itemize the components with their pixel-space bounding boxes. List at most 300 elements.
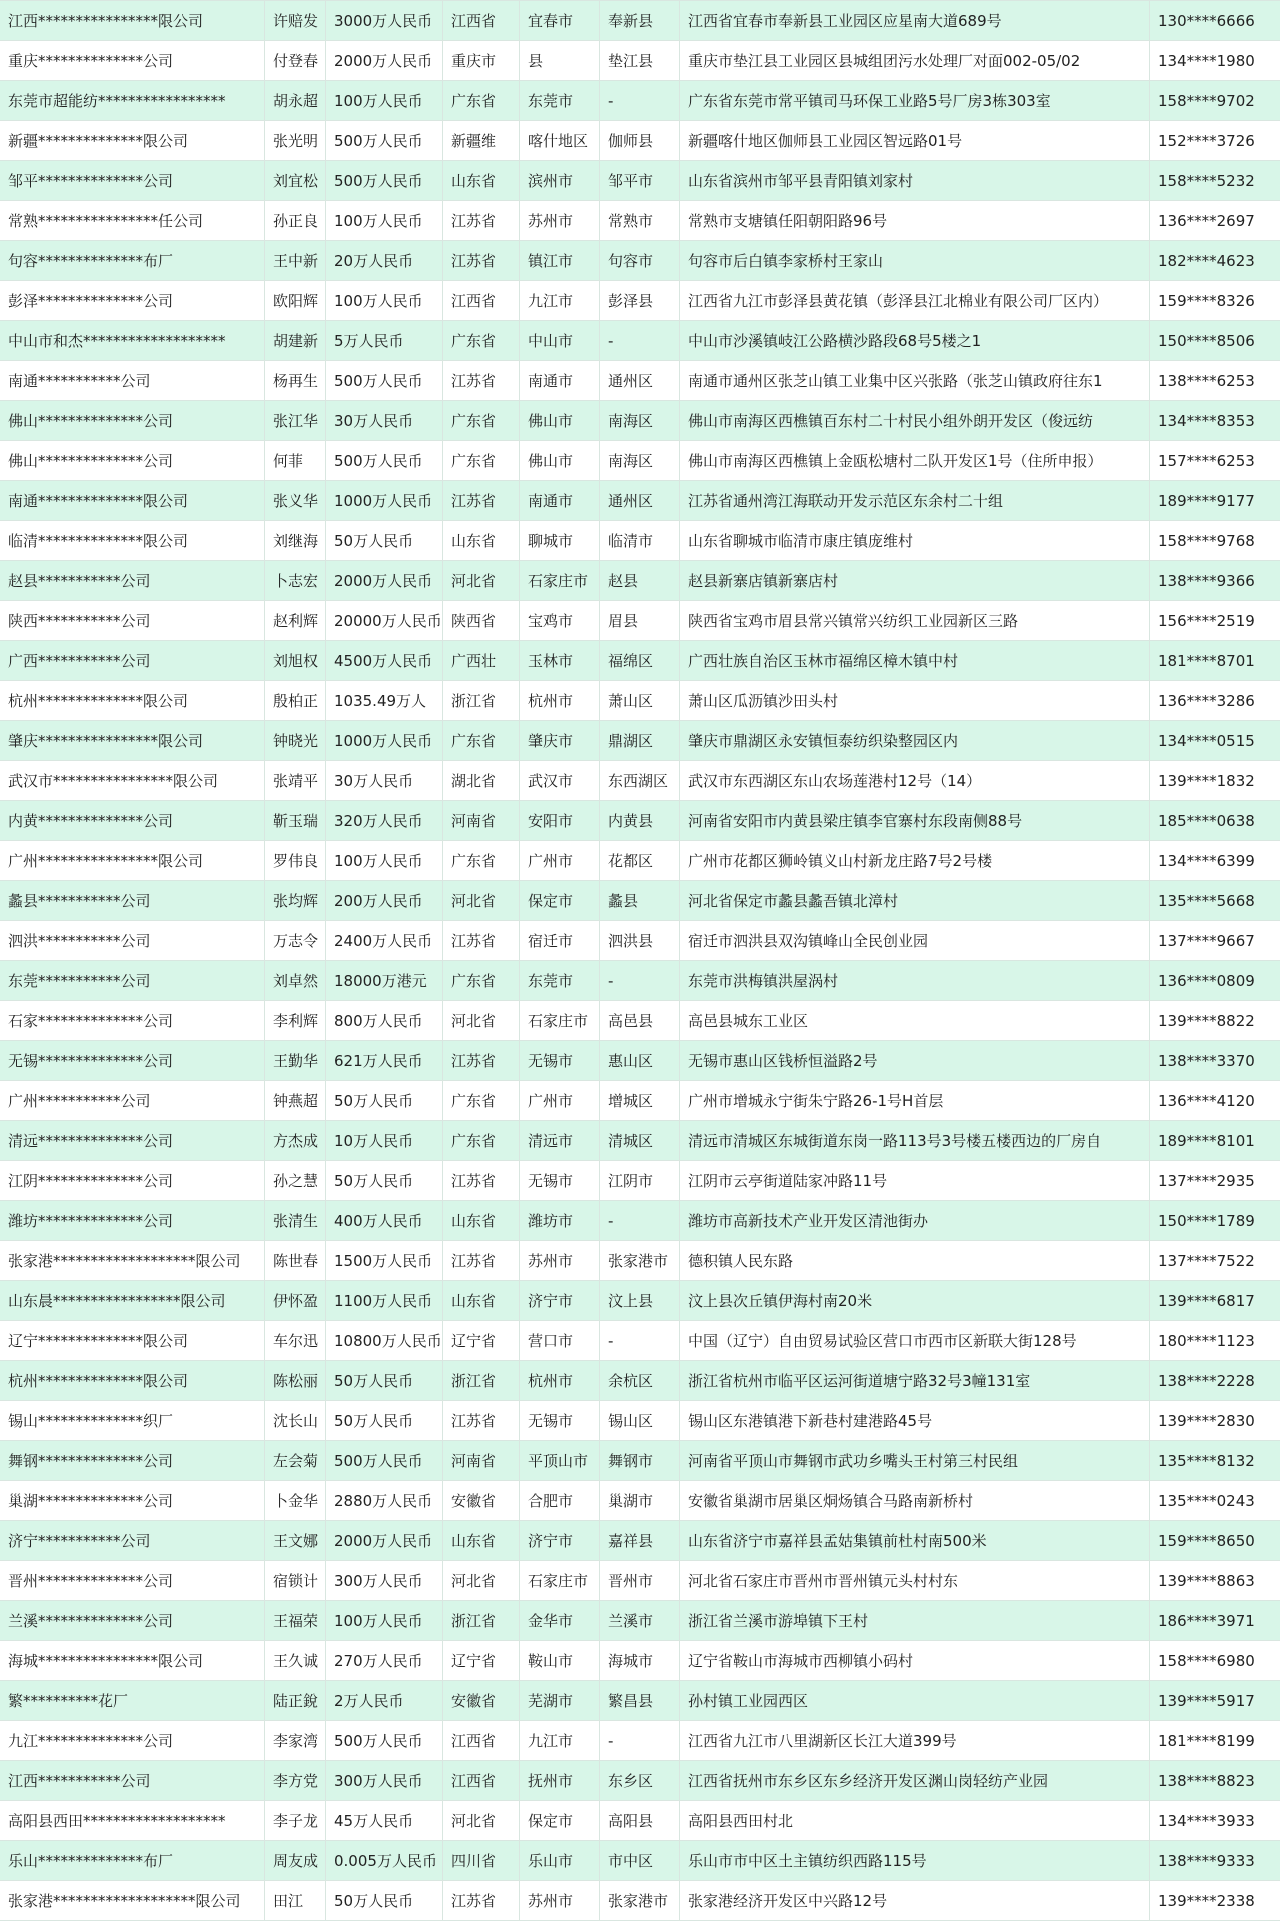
table-row: [0, 561, 1280, 601]
address-cell: 重庆市垫江县工业园区县城组团污水处理厂对面002-05/02: [680, 41, 1150, 80]
phone-cell: 134****3933: [1158, 1811, 1255, 1830]
province-cell: 山东省: [443, 521, 520, 560]
table-row: [0, 1121, 1280, 1161]
legal-rep-cell: 张靖平: [265, 761, 326, 800]
table-row: [0, 441, 1280, 481]
legal-rep-cell: 何菲: [265, 441, 326, 480]
legal-rep-cell: 刘旭权: [265, 641, 326, 680]
company-name-cell: 彭泽**************公司: [0, 281, 265, 320]
district-cell: 句容市: [600, 241, 680, 280]
legal-rep-cell: 王福荣: [265, 1601, 326, 1640]
legal-rep-cell: 卜金华: [265, 1481, 326, 1520]
company-name-cell: 佛山**************公司: [0, 441, 265, 480]
legal-rep-cell: 赵利辉: [265, 601, 326, 640]
city-cell: 广州市: [520, 841, 600, 880]
address-cell: 德积镇人民东路: [680, 1241, 1150, 1280]
phone-cell: 136****0809: [1158, 971, 1255, 990]
province-cell: 河南省: [443, 1441, 520, 1480]
phone-cell: 134****0515: [1158, 731, 1255, 750]
city-cell: 宿迁市: [520, 921, 600, 960]
registered-capital-cell: 2880万人民币: [326, 1481, 443, 1520]
city-cell: 石家庄市: [520, 1561, 600, 1600]
company-name-cell: 重庆**************公司: [0, 41, 265, 80]
registered-capital-cell: 1000万人民币: [326, 481, 443, 520]
province-cell: 广东省: [443, 441, 520, 480]
district-cell: -: [600, 321, 680, 360]
district-cell: -: [600, 1201, 680, 1240]
district-cell: 余杭区: [600, 1361, 680, 1400]
phone-cell: 182****4623: [1158, 251, 1255, 270]
legal-rep-cell: 方杰成: [265, 1121, 326, 1160]
registered-capital-cell: 50万人民币: [326, 1881, 443, 1920]
phone-cell: 139****6817: [1158, 1291, 1255, 1310]
province-cell: 山东省: [443, 1521, 520, 1560]
province-cell: 河北省: [443, 1801, 520, 1840]
city-cell: 九江市: [520, 281, 600, 320]
table-row: [0, 1441, 1280, 1481]
district-cell: 晋州市: [600, 1561, 680, 1600]
city-cell: 佛山市: [520, 441, 600, 480]
district-cell: 高邑县: [600, 1001, 680, 1040]
table-row: [0, 1681, 1280, 1721]
company-name-cell: 清远**************公司: [0, 1121, 265, 1160]
address-cell: 山东省济宁市嘉祥县孟姑集镇前杜村南500米: [680, 1521, 1150, 1560]
address-cell: 辽宁省鞍山市海城市西柳镇小码村: [680, 1641, 1150, 1680]
province-cell: 江苏省: [443, 361, 520, 400]
phone-cell: 137****2935: [1158, 1171, 1255, 1190]
company-name-cell: 兰溪**************公司: [0, 1601, 265, 1640]
district-cell: 邹平市: [600, 161, 680, 200]
city-cell: 鞍山市: [520, 1641, 600, 1680]
city-cell: 东莞市: [520, 81, 600, 120]
phone-cell: 138****3370: [1158, 1051, 1255, 1070]
city-cell: 保定市: [520, 1801, 600, 1840]
province-cell: 浙江省: [443, 1601, 520, 1640]
district-cell: -: [600, 961, 680, 1000]
legal-rep-cell: 张江华: [265, 401, 326, 440]
company-name-cell: 辽宁**************限公司: [0, 1321, 265, 1360]
address-cell: 句容市后白镇李家桥村王家山: [680, 241, 1150, 280]
city-cell: 金华市: [520, 1601, 600, 1640]
city-cell: 平顶山市: [520, 1441, 600, 1480]
address-cell: 江西省抚州市东乡区东乡经济开发区渊山岗轻纺产业园: [680, 1761, 1150, 1800]
table-row: [0, 1161, 1280, 1201]
registered-capital-cell: 10万人民币: [326, 1121, 443, 1160]
registered-capital-cell: 500万人民币: [326, 1441, 443, 1480]
phone-cell: 150****1789: [1158, 1211, 1255, 1230]
company-name-cell: 无锡**************公司: [0, 1041, 265, 1080]
district-cell: 江阴市: [600, 1161, 680, 1200]
legal-rep-cell: 万志令: [265, 921, 326, 960]
registered-capital-cell: 320万人民币: [326, 801, 443, 840]
table-row: [0, 801, 1280, 841]
city-cell: 杭州市: [520, 1361, 600, 1400]
district-cell: 惠山区: [600, 1041, 680, 1080]
company-name-cell: 武汉市****************限公司: [0, 761, 265, 800]
district-cell: 南海区: [600, 441, 680, 480]
address-cell: 锡山区东港镇港下新巷村建港路45号: [680, 1401, 1150, 1440]
registered-capital-cell: 2400万人民币: [326, 921, 443, 960]
province-cell: 广东省: [443, 1081, 520, 1120]
address-cell: 河南省平顶山市舞钢市武功乡嘴头王村第三村民组: [680, 1441, 1150, 1480]
address-cell: 佛山市南海区西樵镇百东村二十村民小组外朗开发区（俊远纺: [680, 401, 1150, 440]
legal-rep-cell: 李方党: [265, 1761, 326, 1800]
district-cell: -: [600, 81, 680, 120]
legal-rep-cell: 刘卓然: [265, 961, 326, 1000]
table-row: [0, 241, 1280, 281]
table-row: [0, 841, 1280, 881]
city-cell: 喀什地区: [520, 121, 600, 160]
address-cell: 江苏省通州湾江海联动开发示范区东余村二十组: [680, 481, 1150, 520]
registered-capital-cell: 500万人民币: [326, 121, 443, 160]
legal-rep-cell: 伊怀盈: [265, 1281, 326, 1320]
registered-capital-cell: 100万人民币: [326, 841, 443, 880]
province-cell: 辽宁省: [443, 1321, 520, 1360]
company-name-cell: 江西****************限公司: [0, 1, 265, 40]
legal-rep-cell: 靳玉瑞: [265, 801, 326, 840]
province-cell: 江西省: [443, 1761, 520, 1800]
address-cell: 新疆喀什地区伽师县工业园区智远路01号: [680, 121, 1150, 160]
address-cell: 广州市花都区狮岭镇义山村新龙庄路7号2号楼: [680, 841, 1150, 880]
company-name-cell: 海城****************限公司: [0, 1641, 265, 1680]
province-cell: 江西省: [443, 281, 520, 320]
province-cell: 广东省: [443, 841, 520, 880]
province-cell: 江苏省: [443, 481, 520, 520]
province-cell: 江苏省: [443, 1401, 520, 1440]
registered-capital-cell: 300万人民币: [326, 1561, 443, 1600]
table-row: [0, 201, 1280, 241]
registered-capital-cell: 2000万人民币: [326, 1521, 443, 1560]
address-cell: 乐山市市中区土主镇纺织西路115号: [680, 1841, 1150, 1880]
legal-rep-cell: 李家湾: [265, 1721, 326, 1760]
city-cell: 无锡市: [520, 1161, 600, 1200]
phone-cell: 138****9366: [1158, 571, 1255, 590]
city-cell: 杭州市: [520, 681, 600, 720]
table-row: [0, 1881, 1280, 1921]
province-cell: 四川省: [443, 1841, 520, 1880]
table-row: [0, 281, 1280, 321]
company-name-cell: 广西***********公司: [0, 641, 265, 680]
district-cell: 鼎湖区: [600, 721, 680, 760]
phone-cell: 139****8822: [1158, 1011, 1255, 1030]
table-row: [0, 881, 1280, 921]
registered-capital-cell: 10800万人民币: [326, 1321, 443, 1360]
company-name-cell: 石家**************公司: [0, 1001, 265, 1040]
legal-rep-cell: 李利辉: [265, 1001, 326, 1040]
district-cell: 垫江县: [600, 41, 680, 80]
district-cell: 繁昌县: [600, 1681, 680, 1720]
address-cell: 南通市通州区张芝山镇工业集中区兴张路（张芝山镇政府往东1: [680, 361, 1150, 400]
district-cell: 张家港市: [600, 1241, 680, 1280]
registered-capital-cell: 2000万人民币: [326, 41, 443, 80]
legal-rep-cell: 李子龙: [265, 1801, 326, 1840]
phone-cell: 137****7522: [1158, 1251, 1255, 1270]
province-cell: 河北省: [443, 881, 520, 920]
phone-cell: 134****8353: [1158, 411, 1255, 430]
legal-rep-cell: 张义华: [265, 481, 326, 520]
district-cell: 嘉祥县: [600, 1521, 680, 1560]
company-name-cell: 内黄**************公司: [0, 801, 265, 840]
table-row: [0, 1081, 1280, 1121]
company-name-cell: 临清**************限公司: [0, 521, 265, 560]
table-row: [0, 1, 1280, 41]
phone-cell: 138****8823: [1158, 1771, 1255, 1790]
table-row: [0, 1361, 1280, 1401]
address-cell: 潍坊市高新技术产业开发区清池街办: [680, 1201, 1150, 1240]
legal-rep-cell: 卜志宏: [265, 561, 326, 600]
legal-rep-cell: 孙正良: [265, 201, 326, 240]
address-cell: 赵县新寨店镇新寨店村: [680, 561, 1150, 600]
address-cell: 萧山区瓜沥镇沙田头村: [680, 681, 1150, 720]
table-row: [0, 1001, 1280, 1041]
address-cell: 浙江省兰溪市游埠镇下王村: [680, 1601, 1150, 1640]
province-cell: 河北省: [443, 1561, 520, 1600]
legal-rep-cell: 王勤华: [265, 1041, 326, 1080]
table-row: [0, 401, 1280, 441]
phone-cell: 158****5232: [1158, 171, 1255, 190]
table-row: [0, 1481, 1280, 1521]
province-cell: 江苏省: [443, 1881, 520, 1920]
address-cell: 武汉市东西湖区东山农场莲港村12号（14）: [680, 761, 1150, 800]
province-cell: 浙江省: [443, 681, 520, 720]
company-name-cell: 江西***********公司: [0, 1761, 265, 1800]
registered-capital-cell: 200万人民币: [326, 881, 443, 920]
company-name-cell: 泗洪***********公司: [0, 921, 265, 960]
province-cell: 河北省: [443, 1001, 520, 1040]
phone-cell: 159****8650: [1158, 1531, 1255, 1550]
company-name-cell: 杭州**************限公司: [0, 1361, 265, 1400]
address-cell: 广东省东莞市常平镇司马环保工业路5号厂房3栋303室: [680, 81, 1150, 120]
table-row: [0, 81, 1280, 121]
legal-rep-cell: 车尔迅: [265, 1321, 326, 1360]
address-cell: 东莞市洪梅镇洪屋涡村: [680, 961, 1150, 1000]
address-cell: 广州市增城永宁街朱宁路26-1号H首层: [680, 1081, 1150, 1120]
registered-capital-cell: 2万人民币: [326, 1681, 443, 1720]
district-cell: 通州区: [600, 361, 680, 400]
city-cell: 广州市: [520, 1081, 600, 1120]
legal-rep-cell: 陈松丽: [265, 1361, 326, 1400]
table-row: [0, 601, 1280, 641]
company-name-cell: 肇庆****************限公司: [0, 721, 265, 760]
table-row: [0, 1601, 1280, 1641]
province-cell: 广西壮: [443, 641, 520, 680]
phone-cell: 158****9768: [1158, 531, 1255, 550]
district-cell: 赵县: [600, 561, 680, 600]
province-cell: 湖北省: [443, 761, 520, 800]
legal-rep-cell: 张清生: [265, 1201, 326, 1240]
registered-capital-cell: 500万人民币: [326, 161, 443, 200]
phone-cell: 139****2830: [1158, 1411, 1255, 1430]
registered-capital-cell: 0.005万人民币: [326, 1841, 443, 1880]
district-cell: 兰溪市: [600, 1601, 680, 1640]
company-name-cell: 蠡县***********公司: [0, 881, 265, 920]
registered-capital-cell: 1100万人民币: [326, 1281, 443, 1320]
phone-cell: 181****8701: [1158, 651, 1255, 670]
district-cell: 常熟市: [600, 201, 680, 240]
city-cell: 玉林市: [520, 641, 600, 680]
city-cell: 无锡市: [520, 1401, 600, 1440]
address-cell: 江西省九江市彭泽县黄花镇（彭泽县江北棉业有限公司厂区内）: [680, 281, 1150, 320]
address-cell: 山东省聊城市临清市康庄镇庞维村: [680, 521, 1150, 560]
phone-cell: 130****6666: [1158, 11, 1255, 30]
registered-capital-cell: 100万人民币: [326, 1601, 443, 1640]
district-cell: 福绵区: [600, 641, 680, 680]
company-name-cell: 巢湖**************公司: [0, 1481, 265, 1520]
phone-cell: 138****9333: [1158, 1851, 1255, 1870]
table-row: [0, 161, 1280, 201]
registered-capital-cell: 2000万人民币: [326, 561, 443, 600]
city-cell: 保定市: [520, 881, 600, 920]
province-cell: 江苏省: [443, 921, 520, 960]
legal-rep-cell: 沈长山: [265, 1401, 326, 1440]
address-cell: 江西省宜春市奉新县工业园区应星南大道689号: [680, 1, 1150, 40]
city-cell: 滨州市: [520, 161, 600, 200]
phone-cell: 136****3286: [1158, 691, 1255, 710]
company-name-cell: 晋州**************公司: [0, 1561, 265, 1600]
phone-cell: 134****6399: [1158, 851, 1255, 870]
registered-capital-cell: 3000万人民币: [326, 1, 443, 40]
registered-capital-cell: 100万人民币: [326, 201, 443, 240]
registered-capital-cell: 500万人民币: [326, 361, 443, 400]
registered-capital-cell: 30万人民币: [326, 761, 443, 800]
address-cell: 中山市沙溪镇岐江公路横沙路段68号5楼之1: [680, 321, 1150, 360]
province-cell: 安徽省: [443, 1481, 520, 1520]
district-cell: 蠡县: [600, 881, 680, 920]
district-cell: 清城区: [600, 1121, 680, 1160]
legal-rep-cell: 胡建新: [265, 321, 326, 360]
phone-cell: 152****3726: [1158, 131, 1255, 150]
address-cell: 江阴市云亭街道陆家冲路11号: [680, 1161, 1150, 1200]
district-cell: 临清市: [600, 521, 680, 560]
city-cell: 营口市: [520, 1321, 600, 1360]
city-cell: 安阳市: [520, 801, 600, 840]
phone-cell: 181****8199: [1158, 1731, 1255, 1750]
address-cell: 孙村镇工业园西区: [680, 1681, 1150, 1720]
registered-capital-cell: 5万人民币: [326, 321, 443, 360]
city-cell: 东莞市: [520, 961, 600, 1000]
city-cell: 佛山市: [520, 401, 600, 440]
registered-capital-cell: 1500万人民币: [326, 1241, 443, 1280]
district-cell: 锡山区: [600, 1401, 680, 1440]
company-name-cell: 锡山**************织厂: [0, 1401, 265, 1440]
table-row: [0, 481, 1280, 521]
phone-cell: 186****3971: [1158, 1611, 1255, 1630]
legal-rep-cell: 张均辉: [265, 881, 326, 920]
company-name-cell: 南通**************限公司: [0, 481, 265, 520]
table-row: [0, 1321, 1280, 1361]
company-name-cell: 高阳县西田*******************: [0, 1801, 265, 1840]
company-name-cell: 杭州**************限公司: [0, 681, 265, 720]
city-cell: 抚州市: [520, 1761, 600, 1800]
table-row: [0, 1721, 1280, 1761]
province-cell: 山东省: [443, 161, 520, 200]
legal-rep-cell: 宿锁计: [265, 1561, 326, 1600]
address-cell: 高邑县城东工业区: [680, 1001, 1150, 1040]
table-row: [0, 1521, 1280, 1561]
registered-capital-cell: 50万人民币: [326, 1361, 443, 1400]
registered-capital-cell: 50万人民币: [326, 1161, 443, 1200]
address-cell: 宿迁市泗洪县双沟镇峰山全民创业园: [680, 921, 1150, 960]
table-row: [0, 41, 1280, 81]
phone-cell: 185****0638: [1158, 811, 1255, 830]
province-cell: 浙江省: [443, 1361, 520, 1400]
city-cell: 肇庆市: [520, 721, 600, 760]
address-cell: 安徽省巢湖市居巢区烔炀镇合马路南新桥村: [680, 1481, 1150, 1520]
company-name-cell: 赵县***********公司: [0, 561, 265, 600]
phone-cell: 180****1123: [1158, 1331, 1255, 1350]
table-row: [0, 521, 1280, 561]
district-cell: 内黄县: [600, 801, 680, 840]
address-cell: 高阳县西田村北: [680, 1801, 1150, 1840]
address-cell: 河北省保定市蠡县蠡吾镇北漳村: [680, 881, 1150, 920]
district-cell: 花都区: [600, 841, 680, 880]
company-name-cell: 山东晨*****************限公司: [0, 1281, 265, 1320]
company-name-cell: 陕西***********公司: [0, 601, 265, 640]
city-cell: 济宁市: [520, 1521, 600, 1560]
address-cell: 河南省安阳市内黄县梁庄镇李官寨村东段南侧88号: [680, 801, 1150, 840]
table-row: [0, 1561, 1280, 1601]
city-cell: 宜春市: [520, 1, 600, 40]
city-cell: 苏州市: [520, 1241, 600, 1280]
district-cell: 张家港市: [600, 1881, 680, 1920]
city-cell: 聊城市: [520, 521, 600, 560]
registered-capital-cell: 300万人民币: [326, 1761, 443, 1800]
table-row: [0, 1801, 1280, 1841]
company-name-cell: 潍坊**************公司: [0, 1201, 265, 1240]
legal-rep-cell: 孙之慧: [265, 1161, 326, 1200]
district-cell: 泗洪县: [600, 921, 680, 960]
legal-rep-cell: 左会菊: [265, 1441, 326, 1480]
district-cell: 彭泽县: [600, 281, 680, 320]
province-cell: 广东省: [443, 721, 520, 760]
registered-capital-cell: 50万人民币: [326, 521, 443, 560]
city-cell: 济宁市: [520, 1281, 600, 1320]
table-row: [0, 1841, 1280, 1881]
district-cell: -: [600, 1321, 680, 1360]
district-cell: 汶上县: [600, 1281, 680, 1320]
phone-cell: 139****1832: [1158, 771, 1255, 790]
company-name-cell: 江阴**************公司: [0, 1161, 265, 1200]
registered-capital-cell: 50万人民币: [326, 1081, 443, 1120]
city-cell: 九江市: [520, 1721, 600, 1760]
legal-rep-cell: 田江: [265, 1881, 326, 1920]
province-cell: 山东省: [443, 1201, 520, 1240]
city-cell: 乐山市: [520, 1841, 600, 1880]
company-name-cell: 乐山**************布厂: [0, 1841, 265, 1880]
district-cell: 市中区: [600, 1841, 680, 1880]
phone-cell: 135****5668: [1158, 891, 1255, 910]
phone-cell: 139****8863: [1158, 1571, 1255, 1590]
province-cell: 安徽省: [443, 1681, 520, 1720]
table-row: [0, 361, 1280, 401]
legal-rep-cell: 刘继海: [265, 521, 326, 560]
city-cell: 南通市: [520, 481, 600, 520]
table-row: [0, 1761, 1280, 1801]
table-row: [0, 761, 1280, 801]
phone-cell: 139****5917: [1158, 1691, 1255, 1710]
registered-capital-cell: 800万人民币: [326, 1001, 443, 1040]
registered-capital-cell: 400万人民币: [326, 1201, 443, 1240]
district-cell: 伽师县: [600, 121, 680, 160]
table-row: [0, 1241, 1280, 1281]
district-cell: 奉新县: [600, 1, 680, 40]
district-cell: 增城区: [600, 1081, 680, 1120]
table-row: [0, 1641, 1280, 1681]
city-cell: 宝鸡市: [520, 601, 600, 640]
company-name-cell: 佛山**************公司: [0, 401, 265, 440]
province-cell: 广东省: [443, 401, 520, 440]
city-cell: 中山市: [520, 321, 600, 360]
